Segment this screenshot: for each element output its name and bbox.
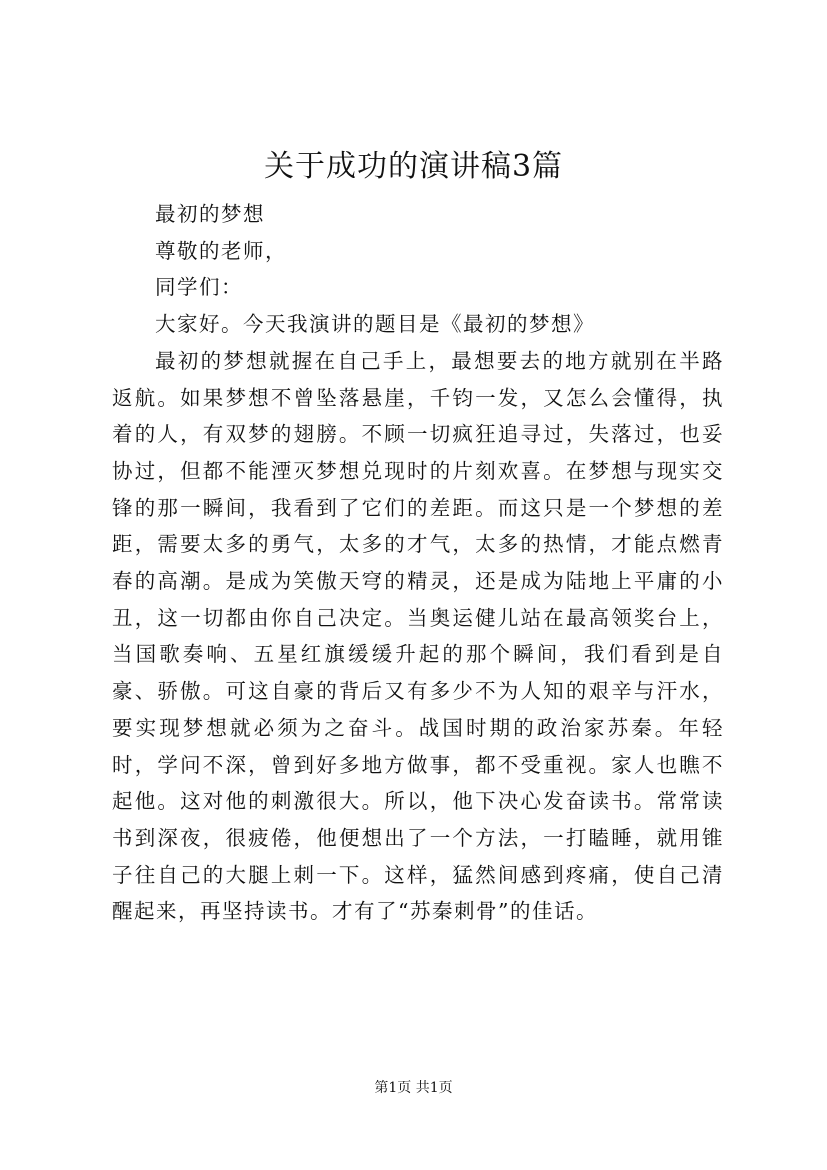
paragraph-heading: 最初的梦想 [155,202,266,226]
paragraph-main: 最初的梦想就握在自己手上，最想要去的地方就别在半路返航。如果梦想不曾坠落悬崖，千钧一发，又怎么会懂得，执着的人，有双梦的翅膀。不顾一切疯狂追寻过，失落过，也妥协过，但都不能湮灭梦想兑现时的片刻欢喜。在梦想与现实交锋的那一瞬间，我看到了它们的差距。而这只是一个梦想的差距，需要太多的勇气，太多的才气，太多的热情，才能点燃青春的高潮。是成为笑傲天穹的精灵，还是成为陆地上平庸的小丑，这一切都由你自己决定。当奥运健儿站在最高领奖台上，当国歌奏响、五星红旗缓缓升起的那个瞬间，我们看到是自豪、骄傲。可这自豪的背后又有多少不为人知的艰辛与汗水，要实现梦想就必须为之奋斗。战国时期的政治家苏秦。年轻时，学问不深，曾到好多地方做事，都不受重视。家人也瞧不起他。这对他的刺激很大。所以，他下决心发奋读书。常常读书到深夜，很疲倦，他便想出了一个方法，一打瞌睡，就用锥子往自己的大腿上刺一下。这样，猛然间感到疼痛，使自己清醒起来，再坚持读书。才有了“苏秦刺骨”的佳话。 [112,348,724,924]
document-body [112,196,724,930]
page-title: 关于成功的演讲稿3篇 [263,149,564,184]
paragraph-salutation-teachers: 尊敬的老师， [155,238,288,263]
paragraph-salutation-students: 同学们： [155,275,244,300]
page-footer: 第1页 共1页 [374,1080,453,1096]
paragraph-greeting: 大家好。今天我演讲的题目是《最初的梦想》 [155,312,596,337]
